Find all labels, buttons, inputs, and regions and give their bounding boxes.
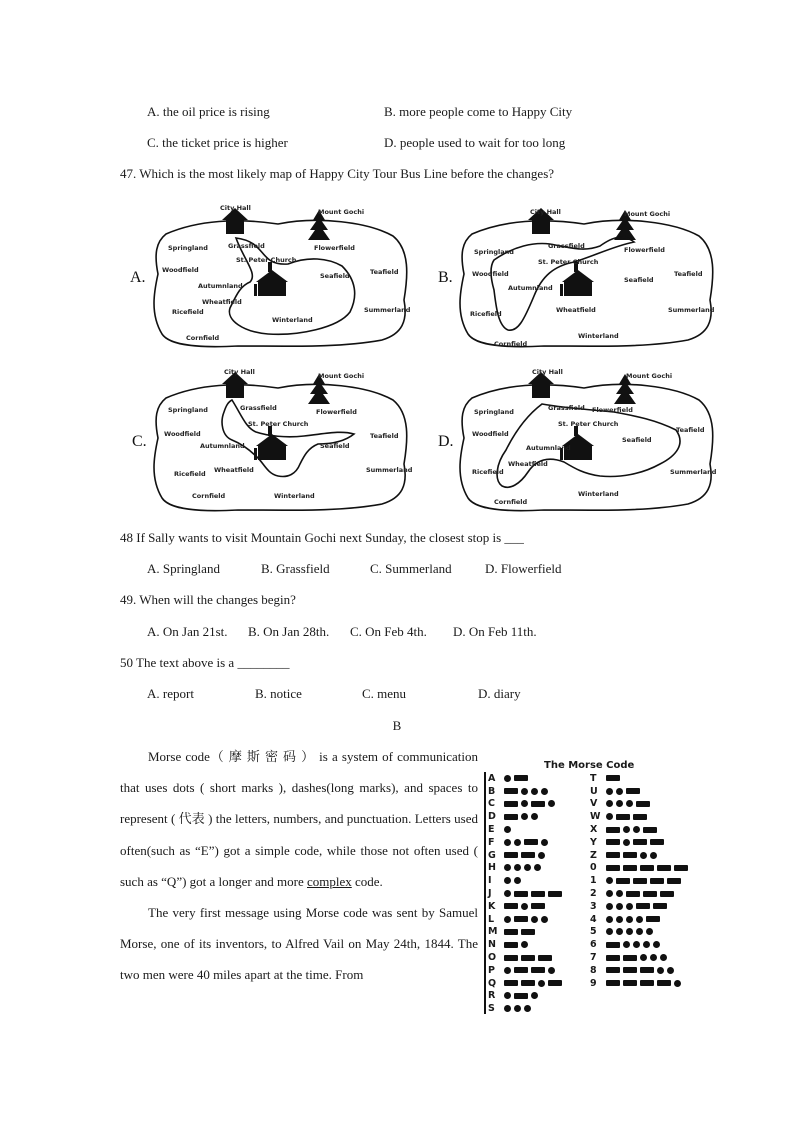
- q49-option-c: C. On Feb 4th.: [350, 624, 427, 639]
- label-st-peter-d: St. Peter Church: [558, 420, 619, 428]
- label-cornfield-b: Cornfield: [494, 340, 528, 348]
- label-summerland-d: Summerland: [670, 468, 717, 476]
- morse-dot: [504, 992, 511, 999]
- morse-dot: [504, 1005, 511, 1012]
- morse-dot: [626, 928, 633, 935]
- morse-label: S: [488, 1003, 495, 1015]
- morse-dot: [521, 941, 528, 948]
- morse-dot: [606, 890, 613, 897]
- morse-label: 1: [590, 875, 597, 887]
- morse-dash: [633, 814, 647, 820]
- label-ricefield-d: Ricefield: [472, 468, 504, 476]
- label-grassfield-b: Grassfield: [548, 242, 585, 250]
- label-cornfield-a: Cornfield: [186, 334, 220, 342]
- morse-label: 3: [590, 900, 597, 912]
- morse-dot: [667, 967, 674, 974]
- label-winterland-b: Winterland: [578, 332, 619, 340]
- label-wheatfield-d: Wheatfield: [508, 460, 548, 468]
- morse-dash: [514, 775, 528, 781]
- morse-row-2: [590, 887, 677, 900]
- morse-label: Y: [590, 836, 597, 848]
- morse-label: Z: [590, 849, 597, 861]
- morse-label: G: [488, 849, 496, 861]
- label-autumnland-d: Autumnland: [526, 444, 571, 452]
- morse-row-j: [488, 887, 565, 900]
- morse-dot: [504, 877, 511, 884]
- morse-dot: [504, 916, 511, 923]
- morse-dot: [660, 954, 667, 961]
- morse-dash: [633, 839, 647, 845]
- morse-row-d: [488, 810, 541, 823]
- morse-dot: [531, 788, 538, 795]
- morse-dot: [534, 864, 541, 871]
- label-mount-gochi-a: Mount Gochi: [318, 208, 365, 216]
- morse-row-p: [488, 964, 558, 977]
- q48-option-a: A. Springland: [147, 561, 220, 576]
- map-b-letter: B.: [438, 269, 453, 286]
- morse-row-0: [590, 862, 691, 875]
- label-st-peter-c: St. Peter Church: [248, 420, 309, 428]
- morse-dot: [626, 916, 633, 923]
- morse-dot: [548, 967, 555, 974]
- morse-dash: [606, 827, 620, 833]
- morse-label: V: [590, 798, 598, 810]
- morse-dash: [606, 865, 620, 871]
- morse-dash: [660, 891, 674, 897]
- morse-label: X: [590, 824, 598, 836]
- morse-row-6: [590, 938, 663, 951]
- morse-dash: [606, 955, 620, 961]
- q50-option-d: D. diary: [478, 686, 521, 701]
- morse-label: 7: [590, 952, 597, 964]
- morse-label: 0: [590, 862, 597, 874]
- morse-label: M: [488, 926, 498, 938]
- underlined-word: complex: [307, 873, 352, 889]
- morse-label: F: [488, 836, 495, 848]
- morse-dash: [653, 903, 667, 909]
- morse-dot: [616, 800, 623, 807]
- morse-dash: [640, 967, 654, 973]
- morse-dash: [504, 980, 518, 986]
- morse-label: 2: [590, 888, 597, 900]
- label-flowerfield-d: Flowerfield: [592, 406, 633, 414]
- label-springland-a: Springland: [168, 244, 208, 252]
- morse-row-q: [488, 977, 565, 990]
- morse-dot: [636, 928, 643, 935]
- morse-dash: [606, 852, 620, 858]
- morse-dot: [623, 839, 630, 846]
- q50-option-b: B. notice: [255, 686, 302, 701]
- label-grassfield-d: Grassfield: [548, 404, 585, 412]
- morse-label: D: [488, 811, 496, 823]
- morse-dot: [616, 890, 623, 897]
- label-winterland-a: Winterland: [272, 316, 313, 324]
- morse-dot: [646, 928, 653, 935]
- morse-dash: [548, 891, 562, 897]
- morse-label: O: [488, 952, 497, 964]
- morse-dash: [623, 865, 637, 871]
- label-woodfield-a: Woodfield: [162, 266, 199, 274]
- morse-label: I: [488, 875, 492, 887]
- morse-label: C: [488, 798, 495, 810]
- morse-row-z: [590, 849, 660, 862]
- morse-row-g: [488, 849, 548, 862]
- morse-row-v: [590, 798, 653, 811]
- morse-label: N: [488, 939, 496, 951]
- q48-question: 48 If Sally wants to visit Mountain Gochi next Sunday, the closest stop is ___: [120, 530, 524, 545]
- morse-dash: [606, 839, 620, 845]
- label-grassfield-a: Grassfield: [228, 242, 265, 250]
- label-city-hall-d: City Hall: [532, 368, 563, 376]
- morse-dot: [504, 839, 511, 846]
- label-st-peter-b: St. Peter Church: [538, 258, 599, 266]
- morse-dot: [650, 954, 657, 961]
- label-seafield-a: Seafield: [320, 272, 350, 280]
- map-labels: [118, 196, 730, 516]
- label-ricefield-c: Ricefield: [174, 470, 206, 478]
- morse-dot: [616, 788, 623, 795]
- morse-dash: [623, 852, 637, 858]
- q49-option-d: D. On Feb 11th.: [453, 624, 537, 639]
- passage-b: [120, 741, 478, 991]
- morse-dash: [640, 865, 654, 871]
- morse-dot: [541, 839, 548, 846]
- morse-label: 4: [590, 913, 597, 925]
- morse-row-4: [590, 913, 663, 926]
- label-ricefield-b: Ricefield: [470, 310, 502, 318]
- morse-dash: [674, 865, 688, 871]
- q46-option-c: C. the ticket price is higher: [147, 135, 288, 150]
- morse-dash: [626, 788, 640, 794]
- morse-label: K: [488, 900, 496, 912]
- morse-dot: [636, 916, 643, 923]
- morse-dash: [667, 878, 681, 884]
- morse-dash: [650, 839, 664, 845]
- morse-label: E: [488, 824, 495, 836]
- morse-row-y: [590, 836, 667, 849]
- morse-label: B: [488, 785, 496, 797]
- morse-label: H: [488, 862, 496, 874]
- morse-dash: [531, 903, 545, 909]
- morse-dot: [504, 967, 511, 974]
- label-woodfield-c: Woodfield: [164, 430, 201, 438]
- q49-question: 49. When will the changes begin?: [120, 592, 296, 607]
- label-mount-gochi-c: Mount Gochi: [318, 372, 365, 380]
- label-springland-d: Springland: [474, 408, 514, 416]
- label-autumnland-c: Autumnland: [200, 442, 245, 450]
- morse-dot: [504, 775, 511, 782]
- q48-option-d: D. Flowerfield: [485, 561, 562, 576]
- label-woodfield-d: Woodfield: [472, 430, 509, 438]
- morse-row-9: [590, 977, 684, 990]
- morse-row-l: [488, 913, 551, 926]
- label-teafield-a: Teafield: [370, 268, 399, 276]
- morse-label: P: [488, 964, 495, 976]
- morse-dash: [538, 955, 552, 961]
- morse-dash: [636, 903, 650, 909]
- morse-dash: [657, 980, 671, 986]
- map-a-letter: A.: [130, 269, 146, 286]
- morse-label: A: [488, 772, 496, 784]
- morse-row-o: [488, 951, 555, 964]
- morse-dash: [531, 801, 545, 807]
- morse-dot: [504, 864, 511, 871]
- morse-dash: [521, 955, 535, 961]
- morse-label: 9: [590, 977, 597, 989]
- morse-dot: [626, 903, 633, 910]
- morse-dot: [514, 839, 521, 846]
- morse-dash: [504, 929, 518, 935]
- morse-dash: [623, 980, 637, 986]
- morse-dash: [504, 814, 518, 820]
- morse-dot: [616, 903, 623, 910]
- q50-option-c: C. menu: [362, 686, 407, 701]
- morse-dash: [623, 955, 637, 961]
- morse-row-8: [590, 964, 677, 977]
- label-summerland-a: Summerland: [364, 306, 411, 314]
- morse-dot: [548, 800, 555, 807]
- label-winterland-c: Winterland: [274, 492, 315, 500]
- q49-option-a: A. On Jan 21st.: [147, 624, 228, 639]
- label-mount-gochi-b: Mount Gochi: [624, 210, 671, 218]
- morse-dash: [606, 775, 620, 781]
- morse-row-c: [488, 798, 558, 811]
- morse-dot: [606, 788, 613, 795]
- morse-dash: [521, 980, 535, 986]
- morse-dash: [633, 878, 647, 884]
- morse-dot: [531, 992, 538, 999]
- label-wheatfield-c: Wheatfield: [214, 466, 254, 474]
- morse-dot: [616, 928, 623, 935]
- morse-row-w: [590, 810, 650, 823]
- morse-dot: [633, 941, 640, 948]
- morse-dash: [514, 967, 528, 973]
- label-teafield-c: Teafield: [370, 432, 399, 440]
- morse-dot: [606, 916, 613, 923]
- morse-dot: [514, 1005, 521, 1012]
- morse-dash: [636, 801, 650, 807]
- q50-question: 50 The text above is a ________: [120, 655, 290, 670]
- morse-dot: [541, 916, 548, 923]
- q49-option-b: B. On Jan 28th.: [248, 624, 330, 639]
- label-city-hall-c: City Hall: [224, 368, 255, 376]
- morse-dot: [606, 877, 613, 884]
- q46-option-a: A. the oil price is rising: [147, 104, 270, 119]
- q48-option-c: C. Summerland: [370, 561, 452, 576]
- morse-dot: [606, 813, 613, 820]
- label-autumnland-b: Autumnland: [508, 284, 553, 292]
- morse-dash: [643, 891, 657, 897]
- morse-dot: [504, 826, 511, 833]
- q48-option-b: B. Grassfield: [261, 561, 330, 576]
- label-winterland-d: Winterland: [578, 490, 619, 498]
- morse-dash: [504, 801, 518, 807]
- morse-dash: [531, 891, 545, 897]
- label-flowerfield-a: Flowerfield: [314, 244, 355, 252]
- morse-row-b: [488, 785, 551, 798]
- morse-dot: [531, 916, 538, 923]
- morse-dot: [653, 941, 660, 948]
- morse-dot: [606, 928, 613, 935]
- label-teafield-b: Teafield: [674, 270, 703, 278]
- morse-dot: [657, 967, 664, 974]
- morse-label: L: [488, 913, 495, 925]
- morse-label: J: [488, 888, 492, 900]
- morse-dot: [524, 864, 531, 871]
- label-summerland-c: Summerland: [366, 466, 413, 474]
- morse-row-r: [488, 990, 541, 1003]
- morse-row-k: [488, 900, 548, 913]
- morse-label: 6: [590, 939, 597, 951]
- label-teafield-d: Teafield: [676, 426, 705, 434]
- morse-dash: [606, 980, 620, 986]
- morse-row-f: [488, 836, 551, 849]
- label-seafield-b: Seafield: [624, 276, 654, 284]
- morse-row-m: [488, 926, 538, 939]
- morse-dash: [606, 967, 620, 973]
- morse-dot: [606, 903, 613, 910]
- label-mount-gochi-d: Mount Gochi: [626, 372, 673, 380]
- morse-row-t: [590, 772, 623, 785]
- morse-dash: [514, 916, 528, 922]
- passage-paragraph-1: Morse code（ 摩 斯 密 码 ） is a system of communication that uses dots ( short marks ), dashes(long marks), and spaces to represent ( 代表 ) the letters, numbers, and punctuation. Letters used often(such as “E”) got a simple code, while those not often used ( such as “Q”) got a longer and more complex code.: [120, 749, 478, 889]
- morse-row-i: [488, 874, 524, 887]
- morse-row-3: [590, 900, 670, 913]
- morse-dash: [514, 993, 528, 999]
- morse-dash: [616, 878, 630, 884]
- morse-dash: [514, 891, 528, 897]
- morse-dash: [504, 955, 518, 961]
- q50-option-a: A. report: [147, 686, 194, 701]
- morse-dot: [623, 941, 630, 948]
- morse-dot: [643, 941, 650, 948]
- morse-dot: [504, 890, 511, 897]
- morse-dash: [504, 852, 518, 858]
- label-city-hall-b: City Hall: [530, 208, 561, 216]
- morse-dash: [623, 967, 637, 973]
- morse-dot: [640, 954, 647, 961]
- morse-dot: [616, 916, 623, 923]
- morse-dash: [646, 916, 660, 922]
- morse-dash: [504, 903, 518, 909]
- q46-option-d: D. people used to wait for too long: [384, 135, 566, 150]
- section-b-label: B: [392, 718, 402, 733]
- label-seafield-d: Seafield: [622, 436, 652, 444]
- q47-question: 47. Which is the most likely map of Happy City Tour Bus Line before the changes?: [120, 166, 555, 181]
- morse-dash: [548, 980, 562, 986]
- map-c-letter: C.: [132, 433, 147, 450]
- morse-row-h: [488, 862, 544, 875]
- morse-label: W: [590, 811, 601, 823]
- label-ricefield-a: Ricefield: [172, 308, 204, 316]
- morse-row-x: [590, 823, 660, 836]
- morse-dot: [650, 852, 657, 859]
- morse-dot: [626, 800, 633, 807]
- morse-row-u: [590, 785, 643, 798]
- morse-dot: [541, 788, 548, 795]
- morse-dash: [521, 929, 535, 935]
- label-summerland-b: Summerland: [668, 306, 715, 314]
- morse-dot: [524, 1005, 531, 1012]
- morse-row-7: [590, 951, 670, 964]
- morse-label: 5: [590, 926, 597, 938]
- morse-dash: [606, 942, 620, 948]
- label-flowerfield-c: Flowerfield: [316, 408, 357, 416]
- passage-paragraph-2: The very first message using Morse code was sent by Samuel Morse, one of its inventors, to Alfred Vail on May 24th, 1844. The two men were 40 miles apart at the time. From: [120, 905, 478, 983]
- morse-dash: [640, 980, 654, 986]
- morse-dash: [616, 814, 630, 820]
- label-city-hall-a: City Hall: [220, 204, 251, 212]
- morse-dot: [538, 980, 545, 987]
- morse-dash: [504, 942, 518, 948]
- label-flowerfield-b: Flowerfield: [624, 246, 665, 254]
- morse-code-table: [484, 756, 704, 1018]
- morse-row-e: [488, 823, 514, 836]
- label-wheatfield-a: Wheatfield: [202, 298, 242, 306]
- morse-dash: [657, 865, 671, 871]
- label-cornfield-c: Cornfield: [192, 492, 226, 500]
- morse-dot: [521, 788, 528, 795]
- morse-row-n: [488, 938, 531, 951]
- morse-dot: [521, 813, 528, 820]
- morse-dash: [524, 839, 538, 845]
- label-autumnland-a: Autumnland: [198, 282, 243, 290]
- morse-dash: [504, 788, 518, 794]
- morse-label: R: [488, 990, 496, 1002]
- morse-label: T: [590, 772, 597, 784]
- morse-dash: [626, 891, 640, 897]
- morse-dash: [531, 967, 545, 973]
- q46-option-b: B. more people come to Happy City: [384, 104, 573, 119]
- label-springland-b: Springland: [474, 248, 514, 256]
- label-st-peter-a: St. Peter Church: [236, 256, 297, 264]
- morse-dash: [650, 878, 664, 884]
- map-d-letter: D.: [438, 433, 454, 450]
- label-cornfield-d: Cornfield: [494, 498, 528, 506]
- morse-dot: [640, 852, 647, 859]
- morse-row-a: [488, 772, 531, 785]
- morse-dash: [521, 852, 535, 858]
- label-woodfield-b: Woodfield: [472, 270, 509, 278]
- morse-row-5: [590, 926, 656, 939]
- morse-title: The Morse Code: [544, 760, 635, 771]
- morse-row-s: [488, 1002, 534, 1015]
- morse-dot: [531, 813, 538, 820]
- morse-dot: [538, 852, 545, 859]
- morse-dot: [674, 980, 681, 987]
- morse-label: U: [590, 785, 598, 797]
- morse-label: 8: [590, 964, 597, 976]
- morse-row-1: [590, 874, 684, 887]
- morse-dot: [521, 903, 528, 910]
- morse-dot: [623, 826, 630, 833]
- morse-dot: [514, 877, 521, 884]
- morse-dot: [633, 826, 640, 833]
- morse-dash: [643, 827, 657, 833]
- morse-label: Q: [488, 977, 497, 989]
- label-wheatfield-b: Wheatfield: [556, 306, 596, 314]
- morse-dot: [514, 864, 521, 871]
- morse-dot: [606, 800, 613, 807]
- label-springland-c: Springland: [168, 406, 208, 414]
- morse-border-line: [484, 772, 486, 1014]
- label-grassfield-c: Grassfield: [240, 404, 277, 412]
- morse-dot: [521, 800, 528, 807]
- label-seafield-c: Seafield: [320, 442, 350, 450]
